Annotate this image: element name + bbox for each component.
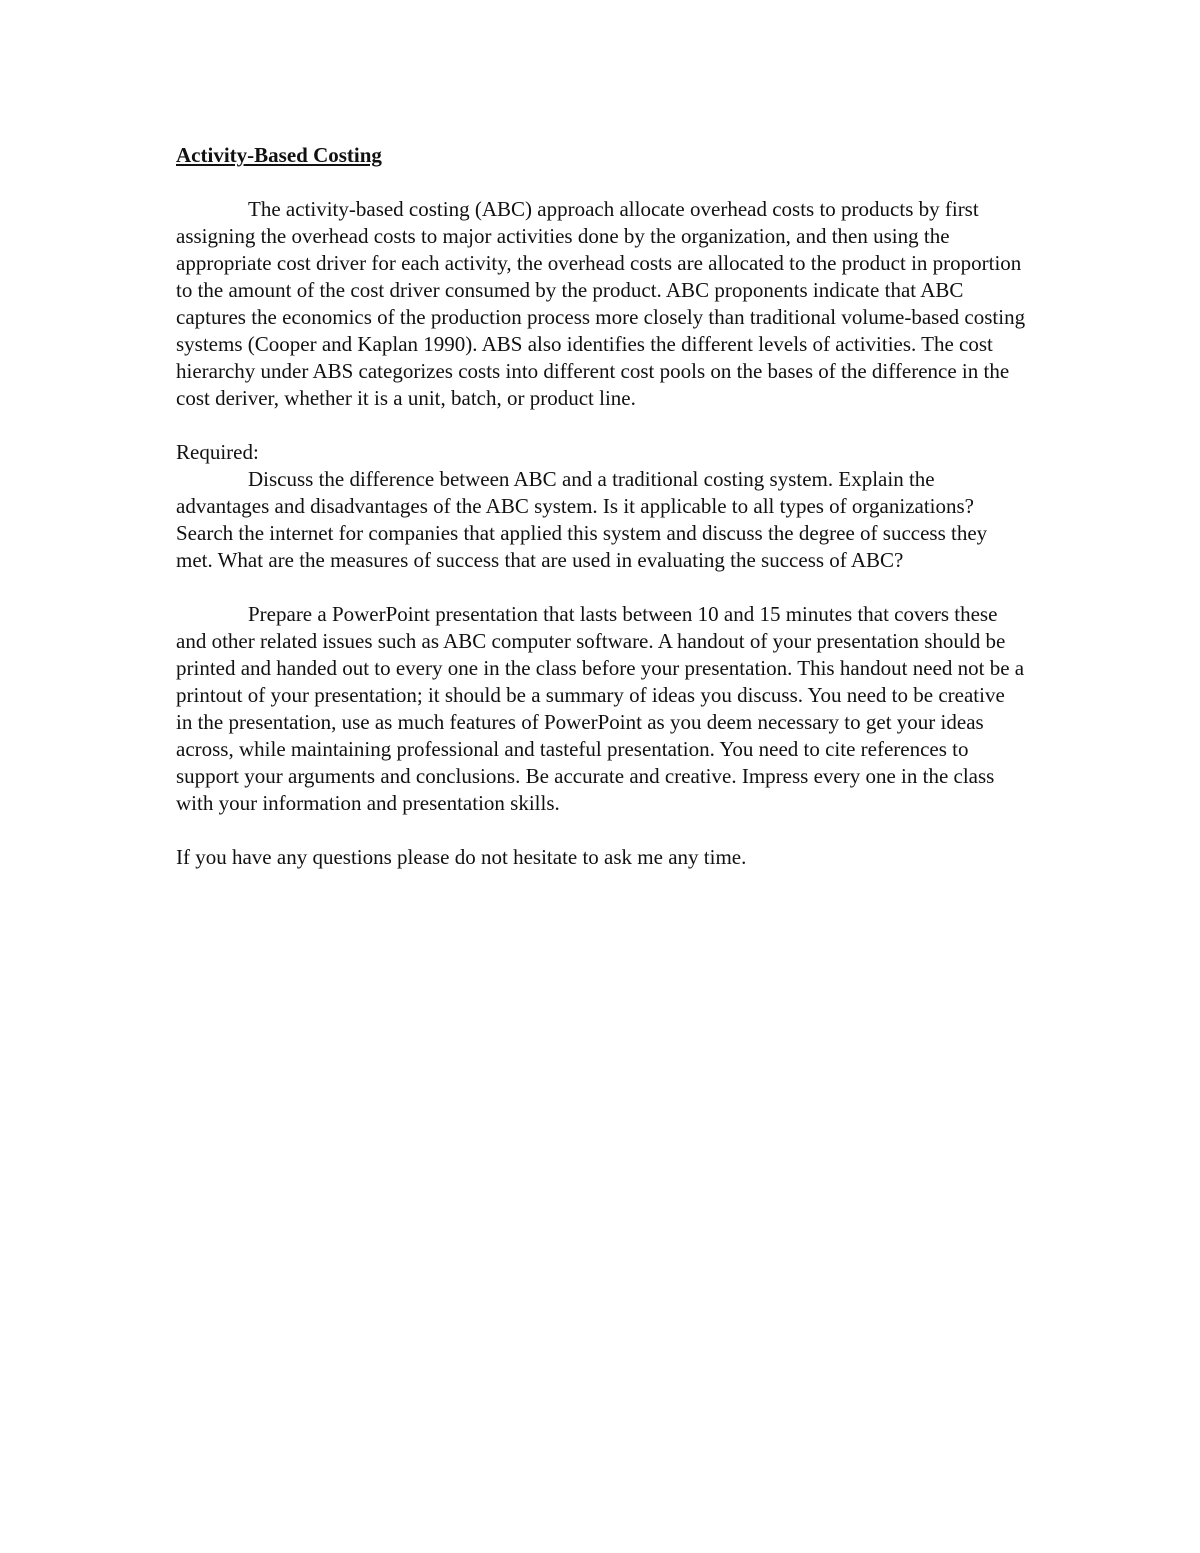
required-label: Required: <box>176 440 259 464</box>
document-title: Activity-Based Costing <box>176 143 382 167</box>
presentation-paragraph: Prepare a PowerPoint presentation that lasts between 10 and 15 minutes that covers these and other related issues such as ABC computer software. A handout of your presentation should be printed and handed out to every one in the class before your presentation. This handout need not be a printout of your presentation; it should be a summary of ideas you discuss. You need to be creative in the presentation, use as much features of PowerPoint as you deem necessary to get your ideas across, while maintaining professional and tasteful presentation. You need to cite references to support your arguments and conclusions. Be accurate and creative. Impress every one in the class with your information and presentation skills. <box>176 602 1025 815</box>
closing-paragraph: If you have any questions please do not hesitate to ask me any time. <box>176 845 747 869</box>
intro-paragraph: The activity-based costing (ABC) approach allocate overhead costs to products by first assigning the overhead costs to major activities done by the organization, and then using the appropriate cost driver for each activity, the overhead costs are allocated to the product in proportion to the amount of the cost driver consumed by the product. ABC proponents indicate that ABC captures the economics of the production process more closely than traditional volume-based costing systems (Cooper and Kaplan 1990). ABS also identifies the different levels of activities. The cost hierarchy under ABS categorizes costs into different cost pools on the bases of the difference in the cost deriver, whether it is a unit, batch, or product line. <box>176 197 1026 410</box>
required-paragraph: Discuss the difference between ABC and a traditional costing system. Explain the advantages and disadvantages of the ABC system. Is it applicable to all types of organizations? Search the internet for companies that applied this system and discuss the degree of success they met. What are the measures of success that are used in evaluating the success of ABC? <box>176 467 988 572</box>
document-body <box>176 142 1026 871</box>
